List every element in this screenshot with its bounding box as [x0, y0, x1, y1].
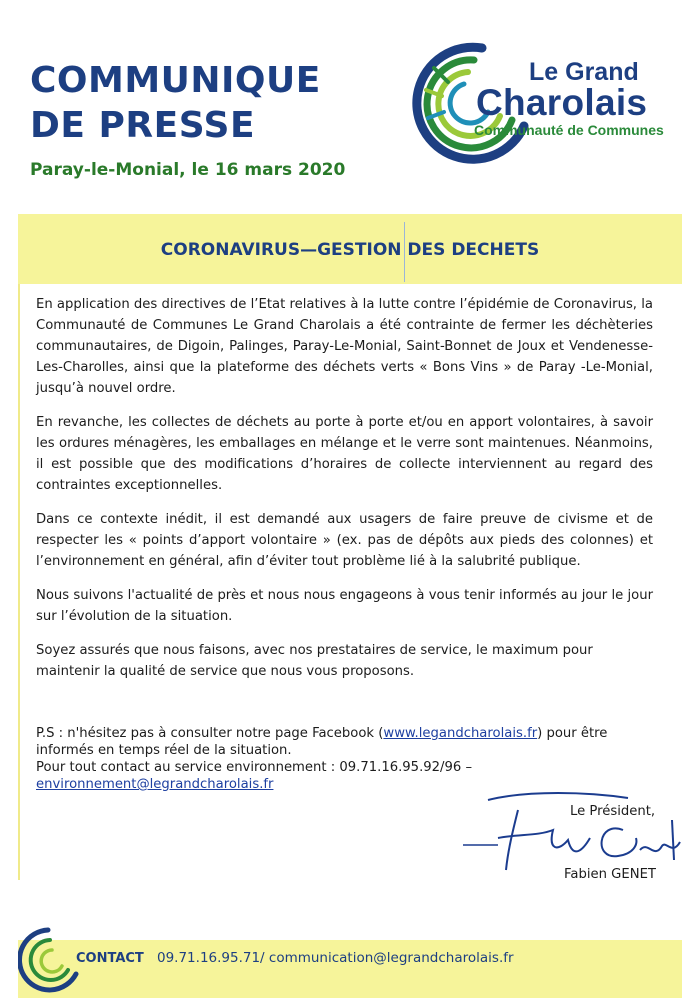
ps-line-3: Pour tout contact au service environnement : 09.71.16.95.92/96 – — [36, 760, 473, 775]
title-line-2: DE PRESSE — [30, 105, 256, 146]
logo-text-communaute: Communauté de Communes — [474, 122, 664, 138]
banner-title: CORONAVIRUS—GESTION DES DECHETS — [160, 240, 540, 260]
page-title — [30, 58, 321, 148]
paragraph-4: Nous suivons l'actualité de près et nous nous engageons à vous tenir informés au jour le jour sur l’évolution de la situation. — [36, 588, 653, 624]
ps-text-after-link: ) pour être — [537, 726, 608, 741]
facebook-link[interactable]: www.legandcharolais.fr — [383, 726, 538, 741]
postscript — [36, 725, 656, 793]
signature-block — [458, 790, 688, 890]
place-date: Paray-le-Monial, le 16 mars 2020 — [30, 160, 346, 180]
contact-label: CONTACT — [76, 951, 144, 966]
paragraph-3: Dans ce contexte inédit, il est demandé aux usagers de faire preuve de civisme et de respecter les « points d’apport volontaire » (ex. pas de dépôts aux pieds des colonnes) et l’environnement en général, afin d’éviter tout problème lié à la salubrité publique. — [36, 512, 653, 569]
paragraph-5: Soyez assurés que nous faisons, avec nos prestataires de service, le maximum pour maintenir la qualité de service que nous vous proposons. — [36, 643, 593, 679]
paragraph-1: En application des directives de l’Etat relatives à la lutte contre l’épidémie de Coronavirus, la Communauté de Communes Le Grand Charolais a été contrainte de fermer les déchèteries communautaires, de Digoin, Palinges, Paray-Le-Monial, Saint-Bonnet de Joux et Vendenesse-Les-Charolles, ainsi que la plateforme des déchets verts « Bons Vins » de Paray -Le-Monial, jusqu’à nouvel ordre. — [36, 297, 653, 396]
paragraph-2: En revanche, les collectes de déchets au porte à porte et/ou en apport volontaires, à savoir les ordures ménagères, les emballages en mélange et le verre sont maintenues. Néanmoins, il est possible que des modifications d’horaires de collecte interviennent au regard des contraintes exceptionnelles. — [36, 415, 653, 493]
body-text — [36, 294, 653, 695]
logo-text-charolais: Charolais — [476, 82, 648, 123]
logo-text-le-grand: Le Grand — [529, 58, 639, 86]
environment-email-link[interactable]: environnement@legrandcharolais.fr — [36, 777, 274, 792]
contact-details: 09.71.16.95.71/ communication@legrandcharolais.fr — [157, 950, 514, 966]
left-margin-rule — [18, 215, 20, 880]
ps-text-before-link: P.S : n'hésitez pas à consulter notre page Facebook ( — [36, 726, 384, 741]
signatory-name: Fabien GENET — [564, 867, 656, 882]
title-line-1: COMMUNIQUE — [30, 60, 321, 101]
footer-contact-bar — [18, 918, 682, 998]
ps-line-2: informés en temps réel de la situation. — [36, 743, 292, 758]
le-grand-charolais-logo — [404, 38, 674, 168]
signatory-title: Le Président, — [570, 804, 656, 819]
ps-line-1 — [36, 725, 656, 742]
subject-banner — [18, 214, 682, 284]
